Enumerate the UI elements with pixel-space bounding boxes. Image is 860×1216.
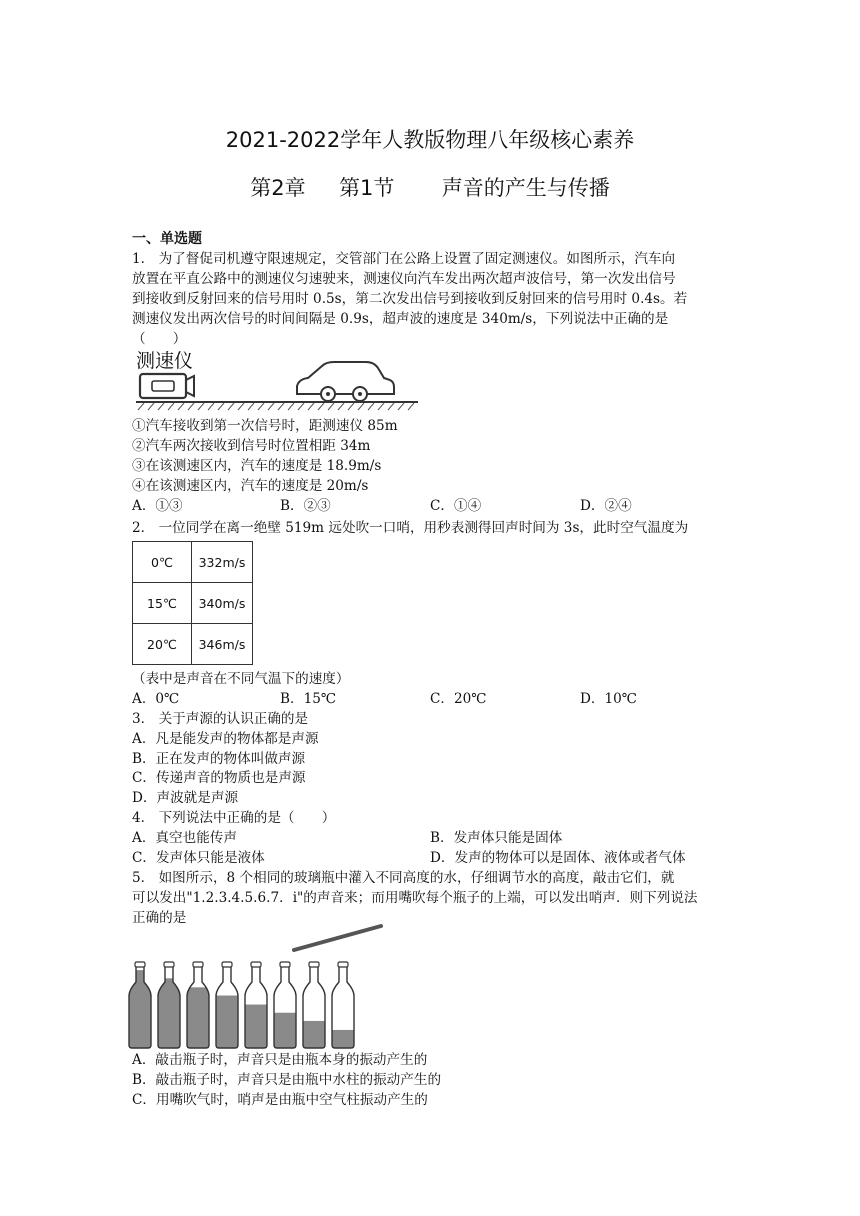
q4-text: 4． 下列说法中正确的是（ ） [132,810,336,826]
table-row [133,583,253,624]
q1-line: 到接收到反射回来的信号用时 0.5s，第二次发出信号到接收到反射回来的信号用时 0.4s。若 [132,291,688,307]
q1-option-d[interactable]: D．②④ [580,498,632,514]
q3-option-b[interactable]: B．正在发声的物体叫做声源 [132,751,306,767]
glass-bottle [186,962,210,1048]
water-column [128,970,152,1048]
q3-text: 3． 关于声源的认识正确的是 [132,711,309,727]
table-cell: 332m/s [192,542,253,583]
q5-line: 可以发出"1.2.3.4.5.6.7．i"的声音来；而用嘴吹每个瓶子的上端，可以发出哨声．则下列说法 [132,890,698,906]
sound-speed-table [132,541,253,665]
table-cell: 20℃ [133,624,192,665]
speed-camera-label: 测速仪 [136,350,194,372]
q2-text: 2． 一位同学在离一绝壁 519m 远处吹一口哨，用秒表测得回声时间为 3s，此时空气温度为 [132,520,689,536]
table-row [133,624,253,665]
table-cell: 340m/s [192,583,253,624]
q1-option-b[interactable]: B．②③ [280,498,331,514]
water-column [331,1030,355,1048]
glass-bottle [128,962,152,1048]
glass-bottle [302,962,326,1048]
chapter-heading [0,172,860,202]
water-column [244,1005,268,1048]
q5-line: 正确的是 [132,910,187,926]
document-title: 2021-2022学年人教版物理八年级核心素养 [225,128,635,152]
table-row [133,542,253,583]
q2-table-note: （表中是声音在不同气温下的速度） [132,671,350,687]
table-cell: 15℃ [133,583,192,624]
q4-option-d[interactable]: D．发声的物体可以是固体、液体或者气体 [430,850,686,866]
q5-option-c[interactable]: C．用嘴吹气时，哨声是由瓶中空气柱振动产生的 [132,1092,428,1108]
glass-bottle [331,962,355,1048]
q2-option-a[interactable]: A．0℃ [132,691,180,707]
q4-option-a[interactable]: A．真空也能传声 [132,830,237,846]
q2-option-b[interactable]: B．15℃ [280,691,337,707]
q1-statement: ①汽车接收到第一次信号时，距测速仪 85m [132,418,398,434]
section-heading: 一、单选题 [132,231,202,247]
glass-bottle [244,962,268,1048]
q5-option-a[interactable]: A．敲击瓶子时，声音只是由瓶本身的振动产生的 [132,1052,428,1068]
q2-option-c[interactable]: C．20℃ [430,691,487,707]
q4-option-b[interactable]: B．发声体只能是固体 [430,830,563,846]
q3-option-c[interactable]: C．传递声音的物质也是声源 [132,770,306,786]
q1-line: 放置在平直公路中的测速仪匀速驶来，测速仪向汽车发出两次超声波信号，第一次发出信号 [132,271,676,287]
bottles-figure [126,922,386,1054]
q3-option-a[interactable]: A．凡是能发声的物体都是声源 [132,731,319,747]
q1-line: （ ） [132,331,187,347]
table-cell: 346m/s [192,624,253,665]
chapter-label: 第2章 [250,176,306,200]
q1-statement: ③在该测速区内，汽车的速度是 18.9m/s [132,458,382,474]
section-label: 第1节 [339,176,395,200]
water-column [215,996,239,1048]
q5-option-b[interactable]: B．敲击瓶子时，声音只是由瓶中水柱的振动产生的 [132,1072,442,1088]
q1-statement: ④在该测速区内，汽车的速度是 20m/s [132,478,369,494]
water-column [273,1013,297,1048]
q1-statement: ②汽车两次接收到信号时位置相距 34m [132,438,371,454]
speed-camera-figure [132,346,422,414]
water-column [302,1021,326,1048]
q1-line: 测速仪发出两次信号的时间间隔是 0.9s，超声波的速度是 340m/s，下列说法中正确的是 [132,311,669,327]
q5-line: 5． 如图所示，8 个相同的玻璃瓶中灌入不同高度的水，仔细调节水的高度，敲击它们，就 [132,870,675,886]
water-column [186,987,210,1048]
q3-option-d[interactable]: D．声波就是声源 [132,790,239,806]
q4-option-c[interactable]: C．发声体只能是液体 [132,850,265,866]
table-cell: 0℃ [133,542,192,583]
q2-option-d[interactable]: D．10℃ [580,691,637,707]
topic-label: 声音的产生与传播 [441,176,610,200]
q1-line: 1． 为了督促司机遵守限速规定，交管部门在公路上设置了固定测速仪。如图所示，汽车向 [132,251,676,267]
glass-bottle [157,962,181,1048]
glass-bottle [215,962,239,1048]
q1-option-a[interactable]: A．①③ [132,498,183,514]
q1-option-c[interactable]: C．①④ [430,498,482,514]
striking-stick [294,926,381,950]
glass-bottle [273,962,297,1048]
